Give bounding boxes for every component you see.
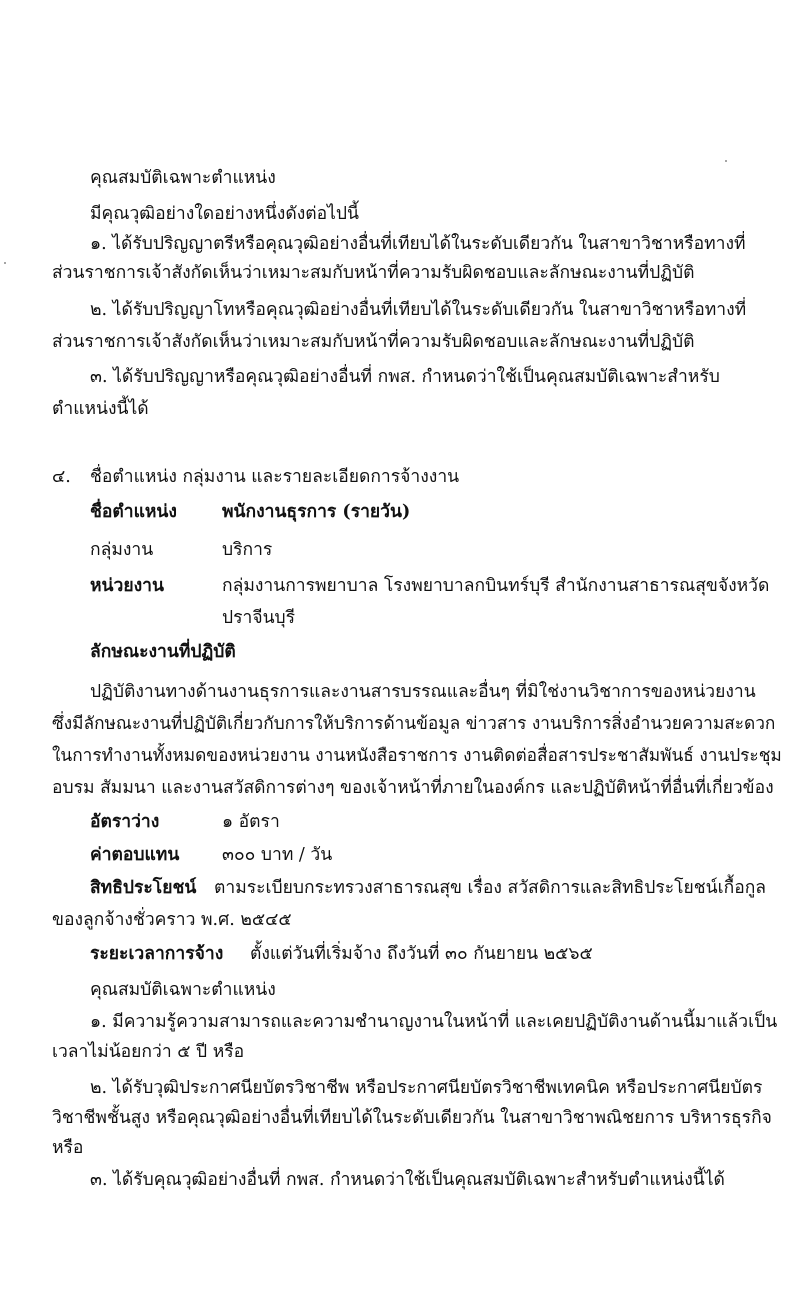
period-label: ระยะเวลาการจ้าง — [90, 944, 224, 964]
vacancy-label: อัตราว่าง — [90, 812, 160, 832]
position-qualification-2-line-1: ๒. ได้รับวุฒิประกาศนียบัตรวิชาชีพ หรือประกาศนียบัตรวิชาชีพเทคนิค หรือประกาศนียบัตร — [90, 1078, 763, 1098]
position-qualifications-heading: คุณสมบัติเฉพาะตำแหน่ง — [90, 980, 276, 1000]
unit-label: หน่วยงาน — [90, 576, 164, 596]
duties-heading: ลักษณะงานที่ปฏิบัติ — [90, 642, 236, 662]
position-qualification-1-line-1: ๑. มีความรู้ความสามารถและความชำนาญงานในหน้าที่ และเคยปฏิบัติงานด้านนี้มาแล้วเป็น — [90, 1012, 778, 1032]
benefits-value-line-1: ตามระเบียบกระทรวงสาธารณสุข เรื่อง สวัสดิการและสิทธิประโยชน์เกื้อกูล — [214, 878, 767, 898]
scan-speck — [4, 262, 6, 264]
qualification-item-2-line-1: ๒. ได้รับปริญญาโทหรือคุณวุฒิอย่างอื่นที่เทียบได้ในระดับเดียวกัน ในสาขาวิชาหรือทางที่ — [90, 300, 747, 320]
section-4-number: ๔. — [52, 467, 71, 487]
duties-line-1: ปฏิบัติงานทางด้านงานธุรการและงานสารบรรณและอื่นๆ ที่มิใช่งานวิชาการของหน่วยงาน — [90, 682, 756, 702]
position-qualification-1-line-2: เวลาไม่น้อยกว่า ๕ ปี หรือ — [52, 1042, 245, 1062]
qualification-item-2-line-2: ส่วนราชการเจ้าสังกัดเห็นว่าเหมาะสมกับหน้าที่ความรับผิดชอบและลักษณะงานที่ปฏิบัติ — [52, 332, 695, 352]
position-qualification-3-line-1: ๓. ได้รับคุณวุฒิอย่างอื่นที่ กพส. กำหนดว่าใช้เป็นคุณสมบัติเฉพาะสำหรับตำแหน่งนี้ได้ — [90, 1170, 725, 1190]
position-label: ชื่อตำแหน่ง — [90, 502, 177, 522]
scan-speck — [725, 160, 727, 162]
position-qualification-2-line-3: หรือ — [52, 1138, 84, 1158]
group-label: กลุ่มงาน — [90, 540, 154, 560]
qualification-item-1-line-2: ส่วนราชการเจ้าสังกัดเห็นว่าเหมาะสมกับหน้าที่ความรับผิดชอบและลักษณะงานที่ปฏิบัติ — [52, 263, 695, 283]
pay-value: ๓๐๐ บาท / วัน — [222, 845, 333, 865]
qualification-item-3-line-2: ตำแหน่งนี้ได้ — [52, 399, 149, 419]
benefits-label: สิทธิประโยชน์ — [90, 878, 197, 898]
qualification-item-1-line-1: ๑. ได้รับปริญญาตรีหรือคุณวุฒิอย่างอื่นที่เทียบได้ในระดับเดียวกัน ในสาขาวิชาหรือทางที่ — [90, 234, 746, 254]
group-value: บริการ — [222, 540, 273, 560]
period-value: ตั้งแต่วันที่เริ่มจ้าง ถึงวันที่ ๓๐ กันยายน ๒๕๖๕ — [250, 944, 593, 964]
duties-line-2: ซึ่งมีลักษณะงานที่ปฏิบัติเกี่ยวกับการให้บริการด้านข้อมูล ข่าวสาร งานบริการสิ่งอำนวยความสะดวก — [52, 714, 776, 734]
duties-line-4: อบรม สัมมนา และงานสวัสดิการต่างๆ ของเจ้าหน้าที่ภายในองค์กร และปฏิบัติหน้าที่อื่นที่เกี่ยวข้อง — [52, 778, 774, 798]
unit-value-line-2: ปราจีนบุรี — [222, 608, 296, 628]
qualification-item-3-line-1: ๓. ได้รับปริญญาหรือคุณวุฒิอย่างอื่นที่ กพส. กำหนดว่าใช้เป็นคุณสมบัติเฉพาะสำหรับ — [90, 367, 720, 387]
unit-value-line-1: กลุ่มงานการพยาบาล โรงพยาบาลกบินทร์บุรี สำนักงานสาธารณสุขจังหวัด — [222, 576, 770, 596]
benefits-value-line-2: ของลูกจ้างชั่วคราว พ.ศ. ๒๕๔๕ — [52, 910, 292, 930]
duties-line-3: ในการทำงานทั้งหมดของหน่วยงาน งานหนังสือราชการ งานติดต่อสื่อสารประชาสัมพันธ์ งานประชุม — [52, 746, 782, 766]
vacancy-value: ๑ อัตรา — [222, 812, 280, 832]
pay-label: ค่าตอบแทน — [90, 845, 180, 865]
qualifications-intro: มีคุณวุฒิอย่างใดอย่างหนึ่งดังต่อไปนี้ — [90, 204, 359, 224]
section-4-title: ชื่อตำแหน่ง กลุ่มงาน และรายละเอียดการจ้างงาน — [90, 467, 460, 487]
position-qualification-2-line-2: วิชาชีพชั้นสูง หรือคุณวุฒิอย่างอื่นที่เทียบได้ในระดับเดียวกัน ในสาขาวิชาพณิชยการ บริหารธุรกิจ — [52, 1108, 772, 1128]
qualifications-heading: คุณสมบัติเฉพาะตำแหน่ง — [90, 168, 276, 188]
position-value: พนักงานธุรการ (รายวัน) — [222, 502, 411, 522]
